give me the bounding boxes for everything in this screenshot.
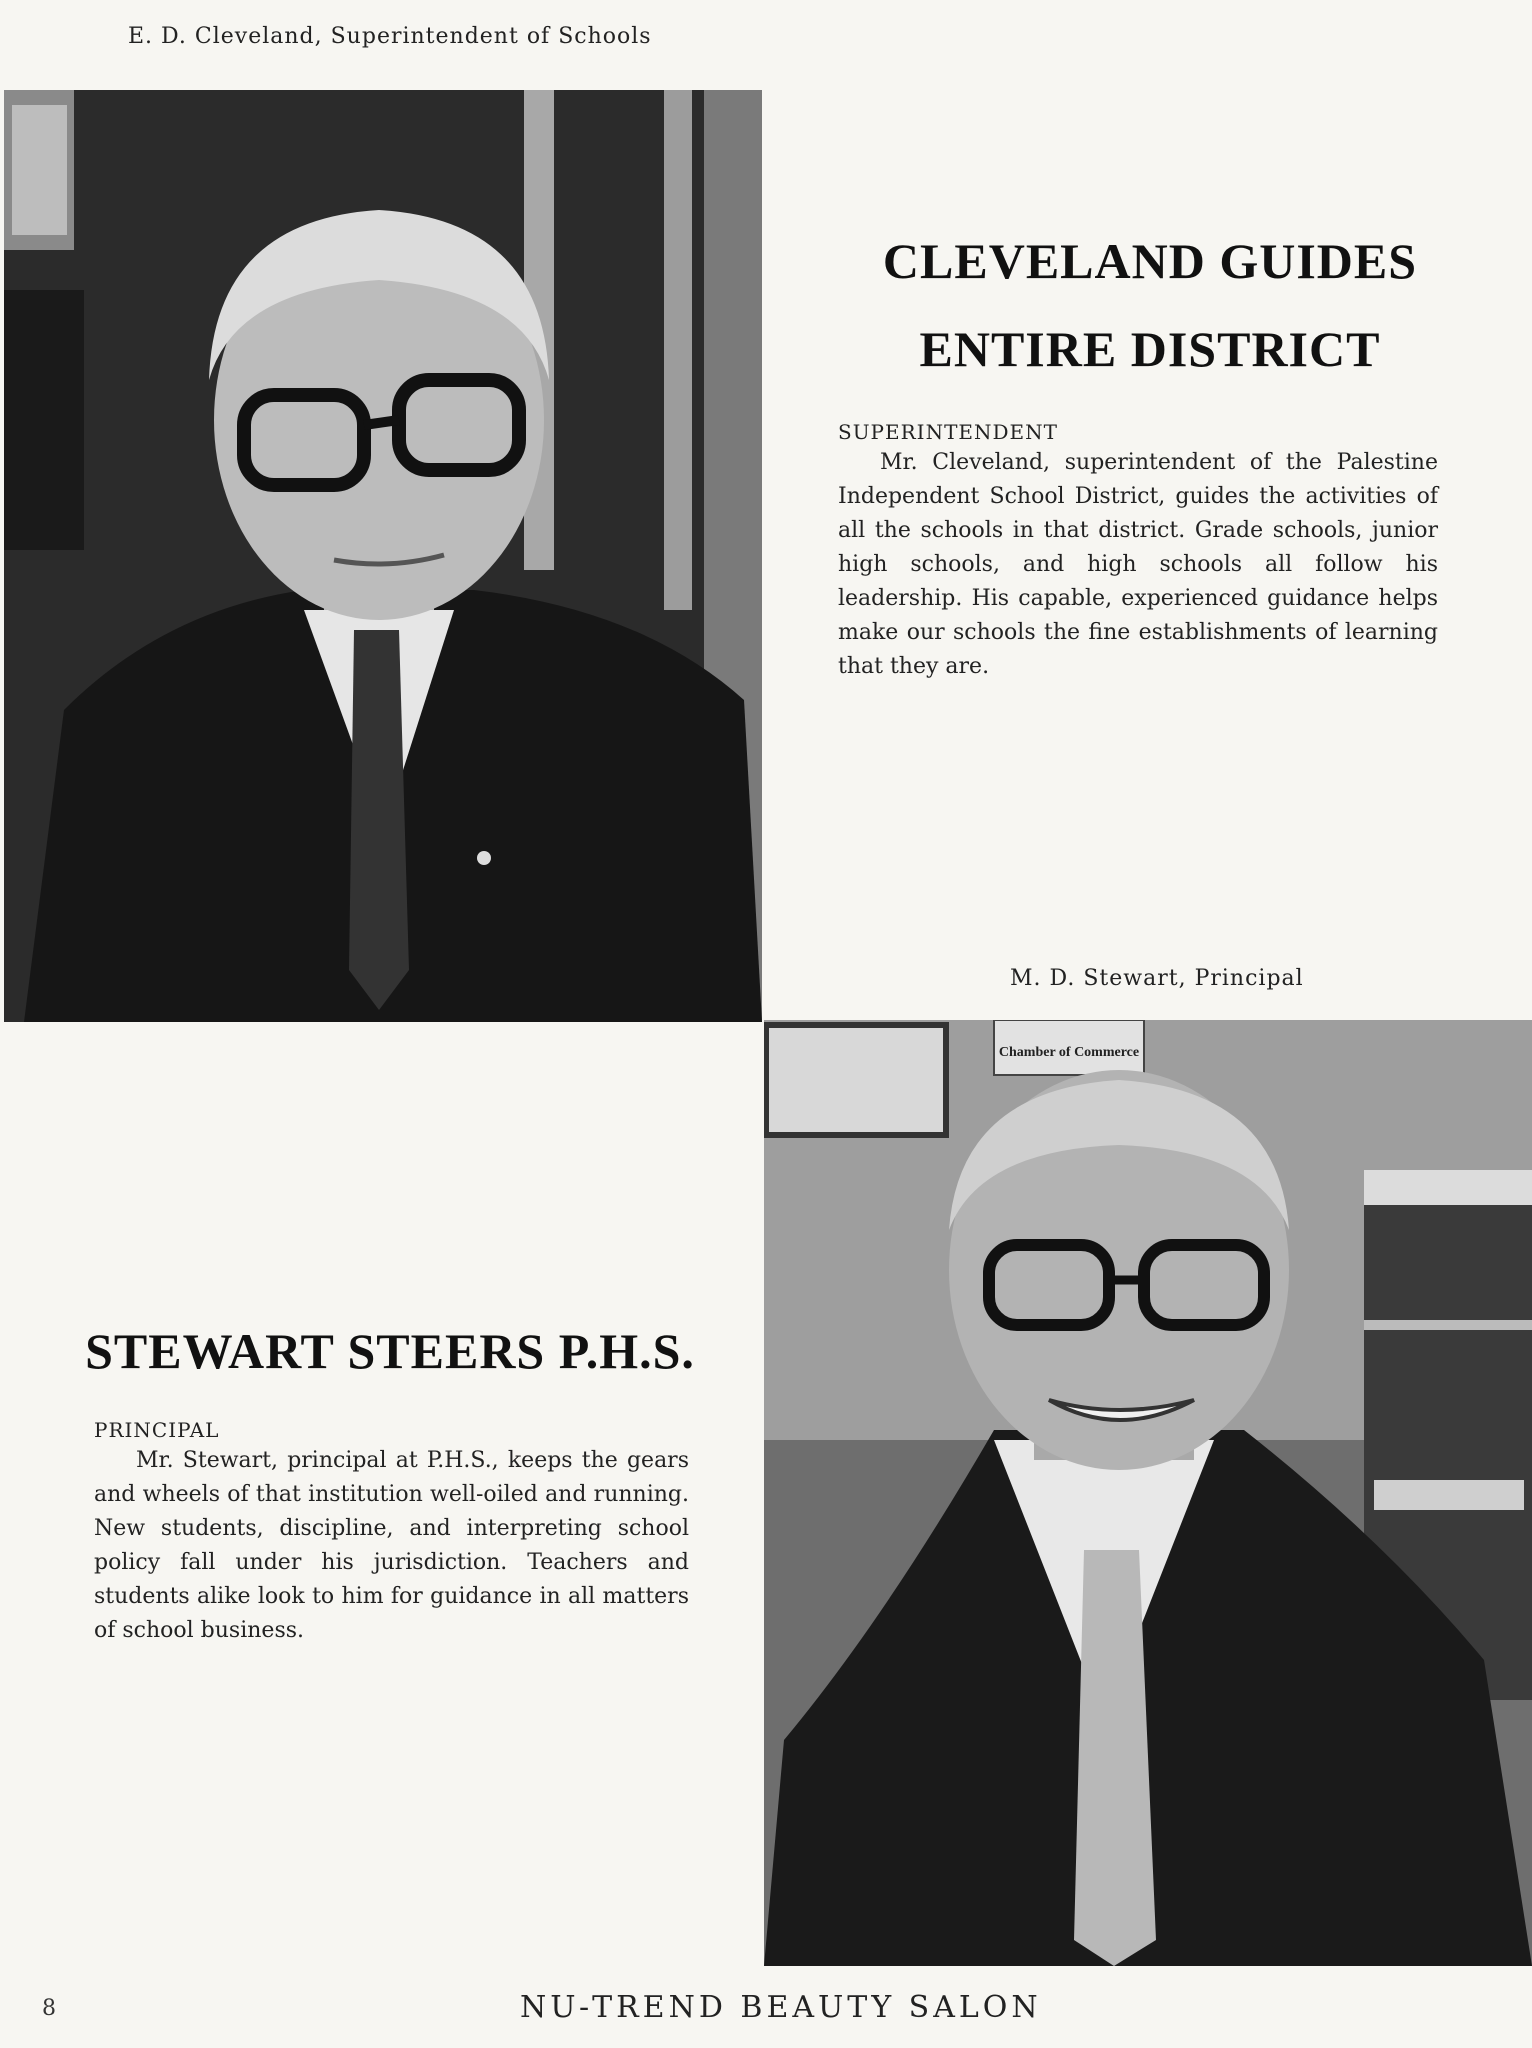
- stewart-body-text: Mr. Stewart, principal at P.H.S., keeps the gears and wheels of that institution well-oiled and running. New students, discipline, and interpreting school policy fall under his jurisdiction. Teachers and students alike look to him for guidance in all matters of school business.: [94, 1448, 689, 1643]
- cleveland-photo-caption: E. D. Cleveland, Superintendent of Schools: [128, 24, 652, 49]
- stewart-photo: [764, 1020, 1532, 1966]
- superintendent-label: SUPERINTENDENT: [838, 420, 1058, 444]
- cleveland-headline-line1: CLEVELAND GUIDES: [882, 233, 1418, 289]
- cleveland-headline-line2: ENTIRE DISTRICT: [919, 321, 1381, 377]
- principal-label: PRINCIPAL: [94, 1418, 220, 1442]
- stewart-headline: STEWART STEERS P.H.S.: [85, 1323, 695, 1379]
- footer-advertiser: NU-TREND BEAUTY SALON: [520, 1990, 1042, 2025]
- cleveland-body-text: Mr. Cleveland, superintendent of the Palestine Independent School District, guides the activities of all the schools in that district. Grade schools, junior high schools, and high schools all follow his leadership. His capable, experienced guidance helps make our schools the fine establishments of learning that they are.: [838, 450, 1438, 679]
- wall-sign-text: Chamber of Commerce: [998, 1045, 1140, 1060]
- stewart-photo-caption: M. D. Stewart, Principal: [1010, 966, 1304, 991]
- cleveland-photo: [4, 90, 762, 1022]
- page-number: 8: [42, 1996, 56, 2021]
